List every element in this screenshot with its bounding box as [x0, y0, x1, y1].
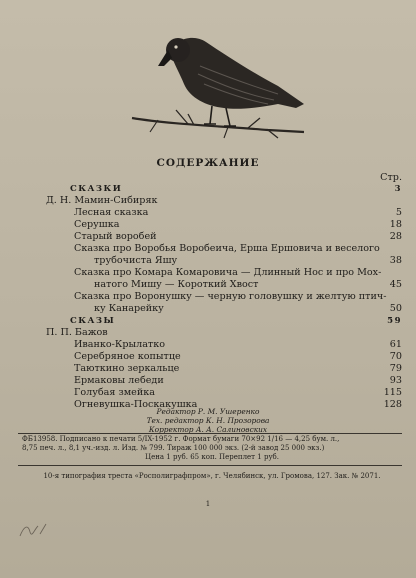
toc-entry: [46, 387, 402, 399]
divider: [18, 465, 402, 466]
toc-entry-title: Голубая змейка: [74, 387, 155, 398]
toc-entry: [46, 279, 402, 291]
toc-entry: [46, 363, 402, 375]
toc-entry-title: СКАЗЫ: [70, 316, 116, 326]
credit-line: Тех. редактор К. Н. Прозорова: [146, 416, 270, 425]
toc-entry-page: 61: [389, 339, 402, 350]
toc-entry-title: Сказка про Комара Комаровича — Длинный Нос и про Мох-: [74, 267, 382, 278]
toc-author: [46, 195, 402, 207]
toc-entry-page: 115: [383, 387, 402, 398]
toc-entry-title: Огневушка-Поскакушка: [74, 399, 198, 410]
crow-on-branch-icon: [128, 14, 308, 142]
toc-entry-page: 59: [387, 316, 402, 326]
page-column-label: Стр.: [380, 172, 402, 183]
toc-entry-title: Ермаковы лебеди: [74, 375, 164, 386]
toc-section: [46, 183, 402, 195]
toc-entry-title: П. П. Бажов: [46, 327, 108, 338]
toc-entry: [46, 351, 402, 363]
toc-entry: [46, 303, 402, 315]
imprint-line: ФБ13958. Подписано к печати 5/IX-1952 г. Формат бумаги 70×92 1/16 — 4,25 бум. л.,: [22, 435, 340, 443]
imprint-line: 8,75 печ. л., 8,1 уч.-изд. л. Изд. № 799. Тираж 100 000 экз. (2-й завод 25 000 экз.): [22, 444, 325, 453]
credits: [0, 407, 416, 434]
printer-info: 10-я типография треста «Росполиграфпром», г. Челябинск, ул. Громова, 127. Зак. № 2071.: [43, 472, 381, 480]
toc-entry-title: Д. Н. Мамин-Сибиряк: [46, 195, 158, 206]
toc-entry-title: Сказка про Воронушку — черную головушку и желтую птич-: [74, 291, 387, 302]
toc-entry-page: 50: [389, 303, 402, 314]
toc-entry-title: Таюткино зеркальце: [74, 363, 180, 374]
toc-entry-page: 128: [383, 399, 402, 410]
toc-entry-title: Серушка: [74, 219, 120, 230]
toc-entry-title: трубочиста Яшу: [94, 255, 178, 266]
pencil-mark: [16, 516, 52, 544]
toc-section: [46, 315, 402, 327]
credit-line: Корректор А. А. Салиновских: [148, 425, 268, 434]
toc-entry-page: 5: [395, 207, 402, 218]
toc-entry-page: 28: [389, 231, 402, 242]
toc-entry: [46, 243, 402, 255]
toc-entry-page: 79: [389, 363, 402, 374]
toc-entry: [46, 267, 402, 279]
toc-entry-page: 93: [389, 375, 402, 386]
toc-entry: [46, 339, 402, 351]
toc-entry-page: 18: [389, 219, 402, 230]
toc-entry-page: 3: [394, 184, 402, 194]
imprint: [22, 435, 402, 463]
toc-entry-title: Старый воробей: [74, 231, 157, 242]
toc-entry-title: Серебряное копытце: [74, 351, 181, 362]
toc-entry: [46, 375, 402, 387]
toc-entry-title: ку Канарейку: [94, 303, 164, 314]
toc-author: [46, 327, 402, 339]
toc-entry-page: 70: [389, 351, 402, 362]
toc-entry: [46, 231, 402, 243]
toc-entry-title: Сказка про Воробья Воробеича, Ерша Ершовича и веселого: [74, 243, 380, 254]
toc-entry: [46, 207, 402, 219]
divider: [18, 433, 402, 434]
toc-entry-title: СКАЗКИ: [70, 184, 123, 194]
page-number: 1: [205, 500, 211, 508]
toc-entry: [46, 291, 402, 303]
imprint-line: Цена 1 руб. 65 коп. Переплет 1 руб.: [144, 453, 280, 462]
toc-entry-title: натого Мишу — Короткий Хвост: [94, 279, 259, 290]
credit-line: Редактор Р. М. Ушеренко: [156, 407, 260, 416]
toc-entry-title: Лесная сказка: [74, 207, 149, 218]
toc-entry-page: 38: [389, 255, 402, 266]
toc-entry-title: Иванко-Крылатко: [74, 339, 165, 350]
toc-entry: [46, 219, 402, 231]
contents-heading: СОДЕРЖАНИЕ: [156, 157, 260, 169]
toc-entry: [46, 255, 402, 267]
toc-entry-page: 45: [389, 279, 402, 290]
